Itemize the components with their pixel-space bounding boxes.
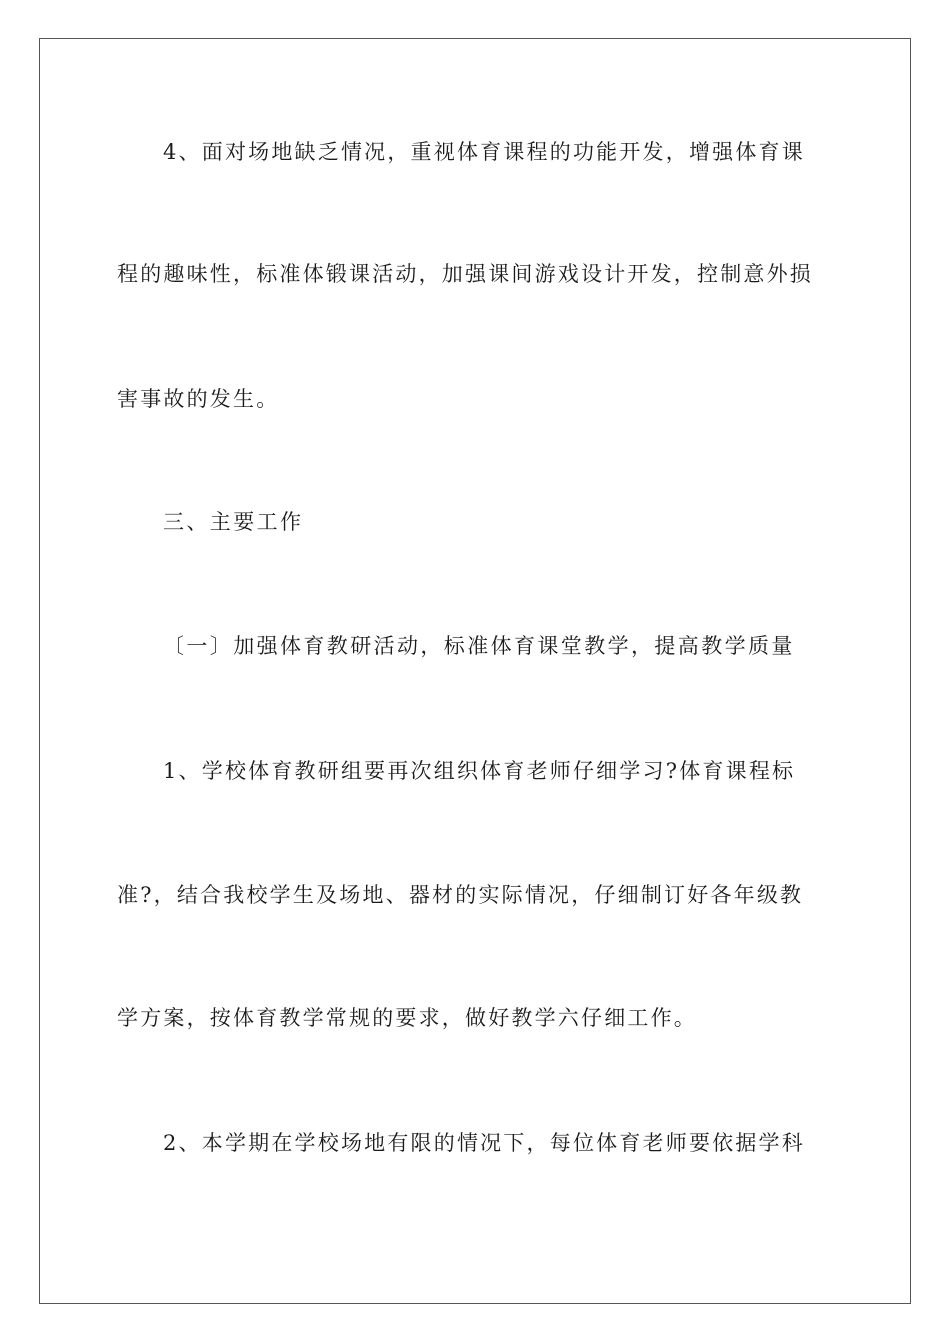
paragraph-1-line-1: 1、学校体育教研组要再次组织体育老师仔细学习?体育课程标 <box>163 759 796 783</box>
paragraph-2-line-1: 2、本学期在学校场地有限的情况下，每位体育老师要依据学科 <box>163 1131 805 1155</box>
paragraph-4-line-2: 程的趣味性，标准体锻课活动，加强课间游戏设计开发，控制意外损 <box>117 262 813 286</box>
paragraph-4-line-3: 害事故的发生。 <box>117 387 280 411</box>
section-heading: 三、主要工作 <box>163 510 304 534</box>
page-border <box>39 38 911 1304</box>
paragraph-4-line-1: 4、面对场地缺乏情况，重视体育课程的功能开发，增强体育课 <box>163 140 805 164</box>
paragraph-1-line-3: 学方案，按体育教学常规的要求，做好教学六仔细工作。 <box>117 1006 697 1030</box>
paragraph-1-line-2: 准?，结合我校学生及场地、器材的实际情况，仔细制订好各年级教 <box>117 883 804 907</box>
subsection-heading: 〔一〕加强体育教研活动，标准体育课堂教学，提高教学质量 <box>163 634 795 658</box>
